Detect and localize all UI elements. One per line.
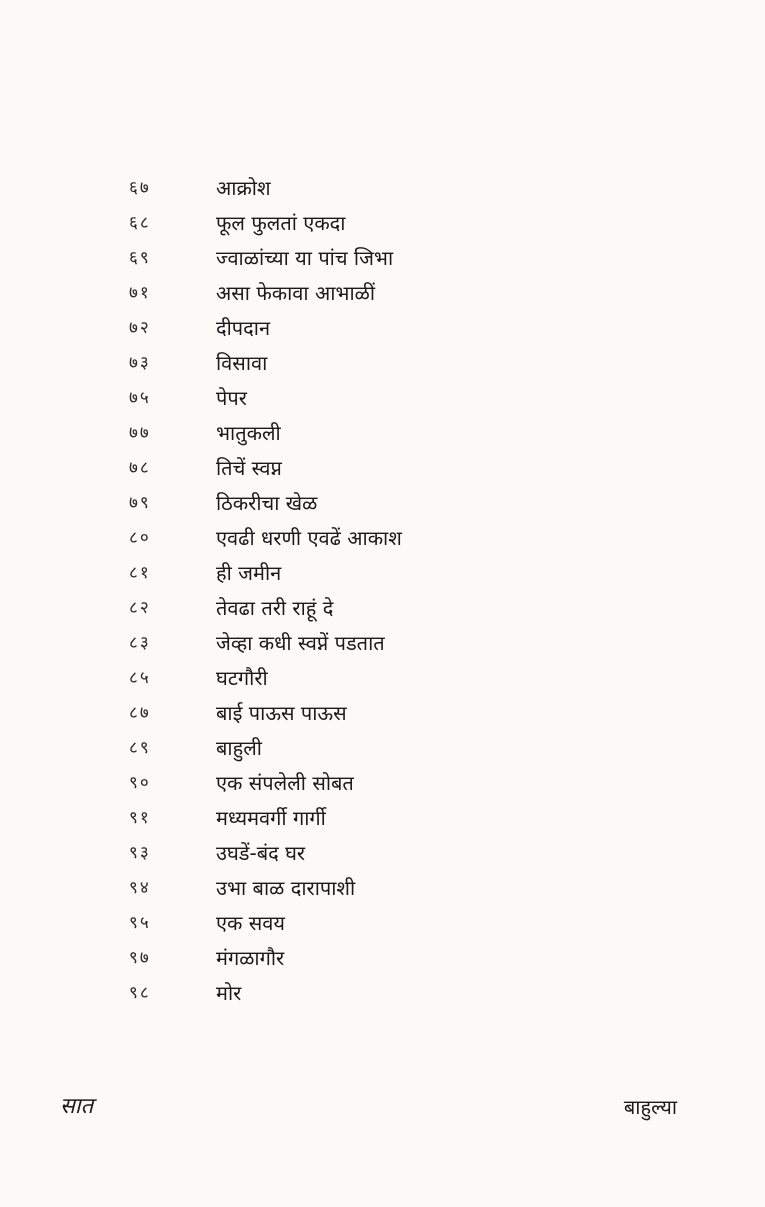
toc-poem-title: पेपर (216, 386, 247, 410)
toc-entry (0, 381, 765, 416)
toc-page-number: ८९ (129, 738, 151, 758)
toc-page-number: ७१ (129, 283, 151, 303)
toc-poem-title: विसावा (216, 351, 268, 375)
toc-page-number: ९८ (129, 983, 151, 1003)
toc-page-number: ८५ (129, 668, 151, 688)
toc-poem-title: जेव्हा कधी स्वप्नें पडतात (216, 631, 385, 655)
toc-page-number: ९४ (129, 878, 151, 898)
toc-poem-title: भातुकली (216, 421, 281, 445)
toc-entry (0, 906, 765, 941)
toc-entry (0, 696, 765, 731)
toc-page-number: ७३ (129, 353, 151, 373)
toc-page-number: ८२ (129, 598, 151, 618)
toc-entry (0, 206, 765, 241)
toc-entry (0, 241, 765, 276)
toc-entry (0, 976, 765, 1011)
toc-poem-title: फूल फुलतां एकदा (216, 211, 346, 235)
toc-poem-title: एवढी धरणी एवढें आकाश (216, 526, 402, 550)
toc-entry (0, 731, 765, 766)
toc-entry (0, 766, 765, 801)
toc-page-number: ८७ (129, 703, 151, 723)
toc-entry (0, 276, 765, 311)
toc-page-number: ९७ (129, 948, 151, 968)
toc-entry (0, 626, 765, 661)
toc-page-number: ६९ (129, 248, 151, 268)
toc-page-number: ८३ (129, 633, 151, 653)
toc-poem-title: तिचें स्वप्न (216, 456, 282, 480)
toc-poem-title: मंगळागौर (216, 946, 285, 970)
toc-page-number: ७७ (129, 423, 151, 443)
toc-entry (0, 171, 765, 206)
page-number-footer: सात (60, 1094, 94, 1119)
toc-entry (0, 311, 765, 346)
toc-page-number: ९३ (129, 843, 151, 863)
toc-entry (0, 871, 765, 906)
toc-page-number: ८० (129, 528, 151, 548)
toc-poem-title: बाई पाऊस पाऊस (216, 701, 347, 725)
toc-entry (0, 836, 765, 871)
toc-page-number: ६७ (129, 178, 151, 198)
toc-page-number: ७८ (129, 458, 151, 478)
toc-page-number: ७५ (129, 388, 151, 408)
toc-poem-title: घटगौरी (216, 666, 268, 690)
toc-entry (0, 591, 765, 626)
toc-page-number: ९१ (129, 808, 151, 828)
book-title-footer: बाहुल्या (623, 1095, 677, 1119)
toc-entry (0, 556, 765, 591)
toc-page-number: ९५ (129, 913, 151, 933)
toc-poem-title: ही जमीन (216, 561, 282, 585)
toc-poem-title: असा फेकावा आभाळीं (216, 281, 376, 305)
toc-page-number: ९० (129, 773, 151, 793)
toc-poem-title: एक संपलेली सोबत (216, 771, 354, 795)
toc-entry (0, 416, 765, 451)
toc-poem-title: उभा बाळ दारापाशी (216, 876, 356, 900)
toc-poem-title: उघडें-बंद घर (216, 841, 306, 865)
toc-poem-title: दीपदान (216, 316, 271, 340)
toc-page-number: ७२ (129, 318, 151, 338)
toc-entry (0, 521, 765, 556)
toc-poem-title: तेवढा तरी राहूं दे (216, 596, 334, 620)
toc-page-number: ६८ (129, 213, 151, 233)
toc-entry (0, 661, 765, 696)
toc-poem-title: मध्यमवर्गी गार्गी (216, 806, 326, 830)
toc-poem-title: बाहुली (216, 736, 262, 760)
toc-page-number: ७९ (129, 493, 151, 513)
toc-page-number: ८१ (129, 563, 151, 583)
toc-poem-title: एक सवय (216, 911, 286, 935)
table-of-contents (0, 171, 765, 1011)
toc-entry (0, 941, 765, 976)
toc-poem-title: आक्रोश (216, 176, 271, 200)
toc-poem-title: ज्वाळांच्या या पांच जिभा (216, 246, 394, 270)
toc-poem-title: मोर (216, 981, 242, 1005)
toc-poem-title: ठिकरीचा खेळ (216, 491, 318, 515)
toc-entry (0, 451, 765, 486)
toc-entry (0, 486, 765, 521)
toc-entry (0, 346, 765, 381)
toc-entry (0, 801, 765, 836)
